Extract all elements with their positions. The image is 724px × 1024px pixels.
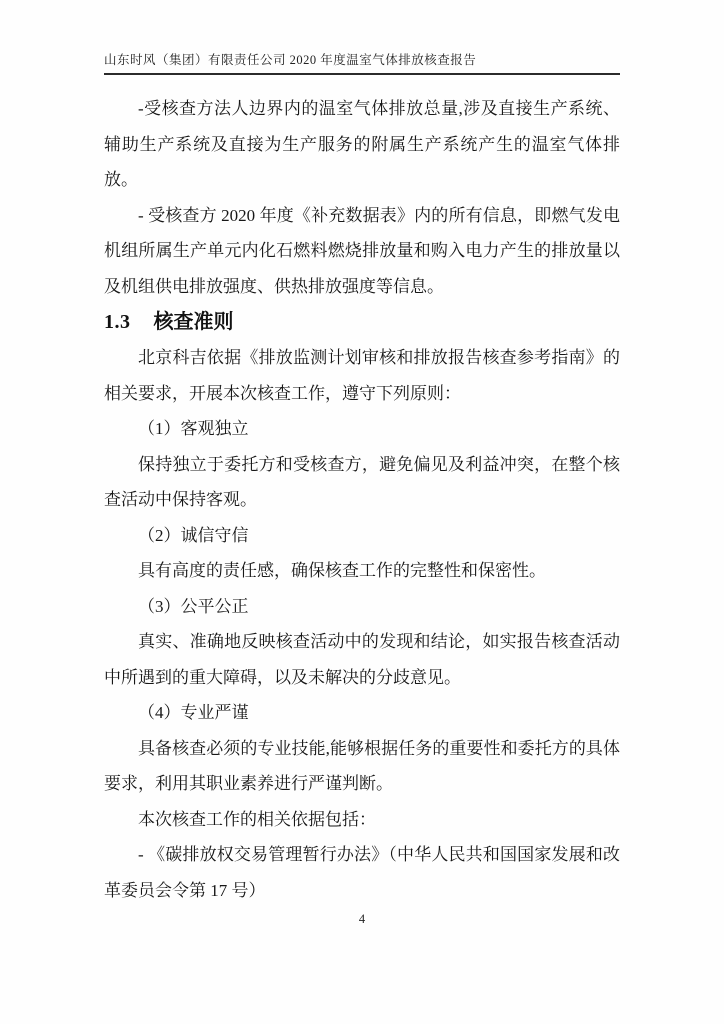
paragraph-dash-scope: -受核查方法人边界内的温室气体排放总量,涉及直接生产系统、辅助生产系统及直接为生产服务的附属生产系统产生的温室气体排放。 xyxy=(104,99,620,189)
principle-4-body: 具备核查必须的专业技能,能够根据任务的重要性和委托方的具体要求，利用其职业素养进行严谨判断。 xyxy=(104,738,620,793)
document-body xyxy=(104,91,620,908)
principle-3-body: 真实、准确地反映核查活动中的发现和结论，如实报告核查活动中所遇到的重大障碍，以及未解决的分歧意见。 xyxy=(104,632,620,687)
page-number: 4 xyxy=(358,912,366,926)
principle-3-title: （3）公平公正 xyxy=(138,596,249,616)
paragraph-reference-item: - 《碳排放权交易管理暂行办法》（中华人民共和国国家发展和改革委员会令第 17 号） xyxy=(104,845,620,900)
principle-2-title: （2）诚信守信 xyxy=(138,525,249,545)
paragraph-references-intro: 本次核查工作的相关依据包括： xyxy=(138,809,376,829)
principle-4-title: （4）专业严谨 xyxy=(138,703,249,722)
page-header xyxy=(104,0,620,75)
header-title: 山东时风（集团）有限责任公司 2020 年度温室气体排放核查报告 xyxy=(104,53,477,67)
section-heading xyxy=(104,304,620,340)
page-footer xyxy=(104,912,620,927)
section-number: 1.3 xyxy=(104,311,131,333)
paragraph-basis-intro: 北京科吉依据《排放监测计划审核和排放报告核查参考指南》的相关要求，开展本次核查工作，遵守下列原则： xyxy=(104,348,620,403)
principle-1-body: 保持独立于委托方和受核查方，避免偏见及利益冲突，在整个核查活动中保持客观。 xyxy=(104,454,620,509)
section-title: 核查准则 xyxy=(153,311,234,333)
principle-2-body: 具有高度的责任感，确保核查工作的完整性和保密性。 xyxy=(138,561,546,580)
paragraph-dash-supplementary-data: - 受核查方 2020 年度《补充数据表》内的所有信息，即燃气发电机组所属生产单元内化石燃料燃烧排放量和购入电力产生的排放量以及机组供电排放强度、供热排放强度等信息。 xyxy=(104,205,620,296)
principle-1-title: （1）客观独立 xyxy=(138,419,249,438)
